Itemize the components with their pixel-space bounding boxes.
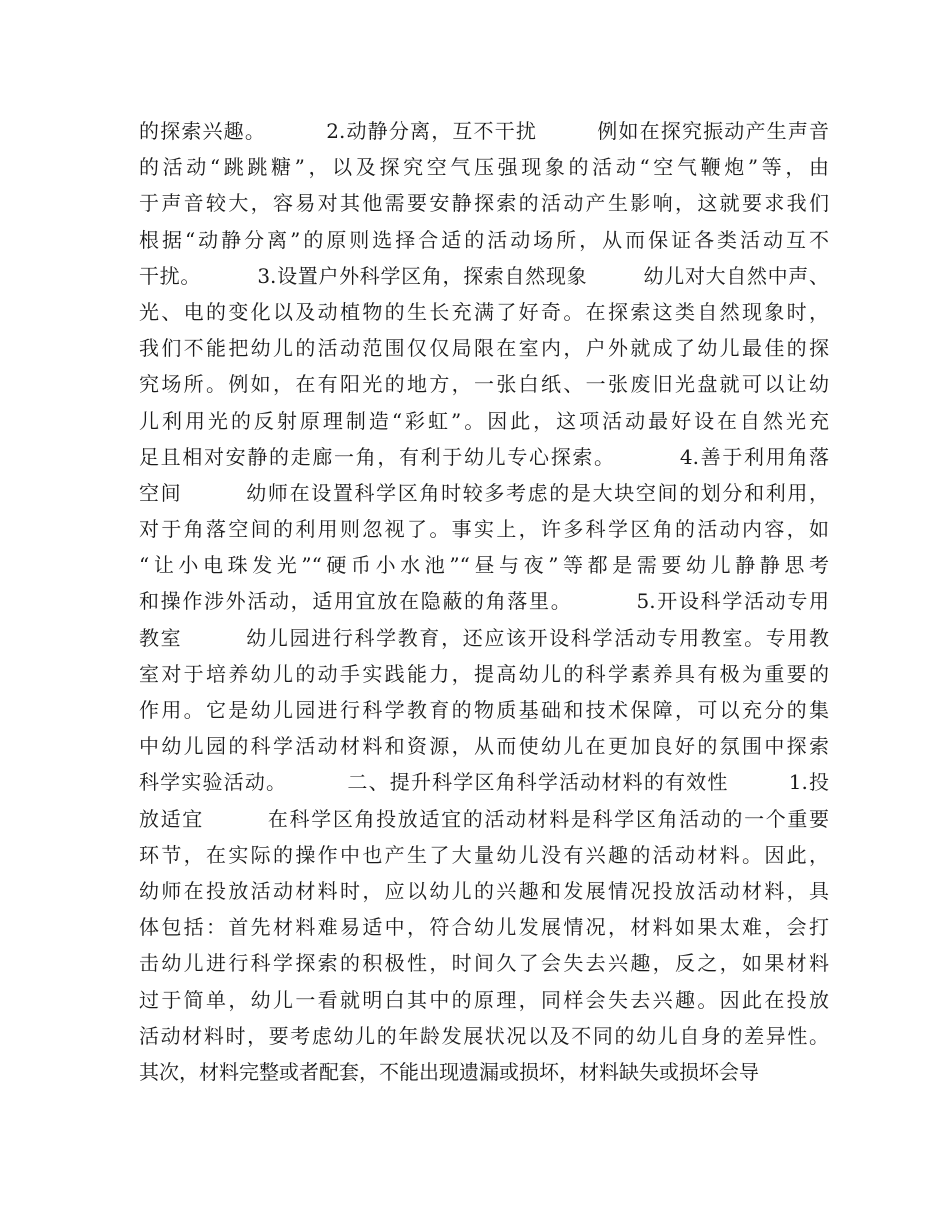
text-line: 究场所。例如，在有阳光的地方，一张白纸、一张废旧光盘就可以让幼 xyxy=(139,372,829,397)
text-line: 室对于培养幼儿的动手实践能力，提高幼儿的科学素养具有极为重要的 xyxy=(139,661,829,686)
text-line: 足且相对安静的走廊一角，有利于幼儿专心探索。 4.善于利用角落 xyxy=(139,444,829,469)
text-line: 我们不能把幼儿的活动范围仅仅局限在室内，户外就成了幼儿最佳的探 xyxy=(139,336,829,361)
text-line: 放适宜 在科学区角投放适宜的活动材料是科学区角活动的一个重要 xyxy=(139,806,829,831)
text-line: 对于角落空间的利用则忽视了。事实上，许多科学区角的活动内容，如 xyxy=(139,517,829,542)
text-line: 教室 幼儿园进行科学教育，还应该开设科学活动专用教室。专用教 xyxy=(139,625,829,650)
text-line: 于声音较大，容易对其他需要安静探索的活动产生影响，这就要求我们 xyxy=(139,191,829,216)
text-line: 和操作涉外活动，适用宜放在隐蔽的角落里。 5.开设科学活动专用 xyxy=(139,589,829,614)
text-line: 干扰。 3.设置户外科学区角，探索自然现象 幼儿对大自然中声、 xyxy=(139,263,829,288)
body-text xyxy=(139,113,829,1090)
text-line: 击幼儿进行科学探索的积极性，时间久了会失去兴趣，反之，如果材料 xyxy=(139,951,829,976)
text-line: 其次，材料完整或者配套，不能出现遗漏或损坏，材料缺失或损坏会导 xyxy=(139,1059,759,1084)
text-line: 幼师在投放活动材料时，应以幼儿的兴趣和发展情况投放活动材料，具 xyxy=(139,878,829,903)
text-line: 过于简单，幼儿一看就明白其中的原理，同样会失去兴趣。因此在投放 xyxy=(139,987,829,1012)
text-line: 的探索兴趣。 2.动静分离，互不干扰 例如在探究振动产生声音 xyxy=(139,119,829,143)
text-line: 作用。它是幼儿园进行科学教育的物质基础和技术保障，可以充分的集 xyxy=(139,698,829,722)
text-line: 体包括：首先材料难易适中，符合幼儿发展情况，材料如果太难，会打 xyxy=(139,915,829,940)
text-line: 活动材料时，要考虑幼儿的年龄发展状况以及不同的幼儿自身的差异性。 xyxy=(139,1023,829,1048)
text-line: “让小电珠发光”“硬币小水池”“昼与夜”等都是需要幼儿静静思考 xyxy=(139,553,829,578)
text-line: 的活动“跳跳糖”，以及探究空气压强现象的活动“空气鞭炮”等，由 xyxy=(139,155,829,180)
text-line: 科学实验活动。 二、提升科学区角科学活动材料的有效性 1.投 xyxy=(139,770,829,795)
text-line: 环节，在实际的操作中也产生了大量幼儿没有兴趣的活动材料。因此， xyxy=(139,842,829,867)
text-line: 中幼儿园的科学活动材料和资源，从而使幼儿在更加良好的氛围中探索 xyxy=(139,734,829,759)
text-line: 空间 幼师在设置科学区角时较多考虑的是大块空间的划分和利用， xyxy=(139,480,829,505)
text-line: 儿利用光的反射原理制造“彩虹”。因此，这项活动最好设在自然光充 xyxy=(139,408,829,433)
text-line: 光、电的变化以及动植物的生长充满了好奇。在探索这类自然现象时， xyxy=(139,299,829,324)
text-line: 根据“动静分离”的原则选择合适的活动场所，从而保证各类活动互不 xyxy=(139,227,829,252)
